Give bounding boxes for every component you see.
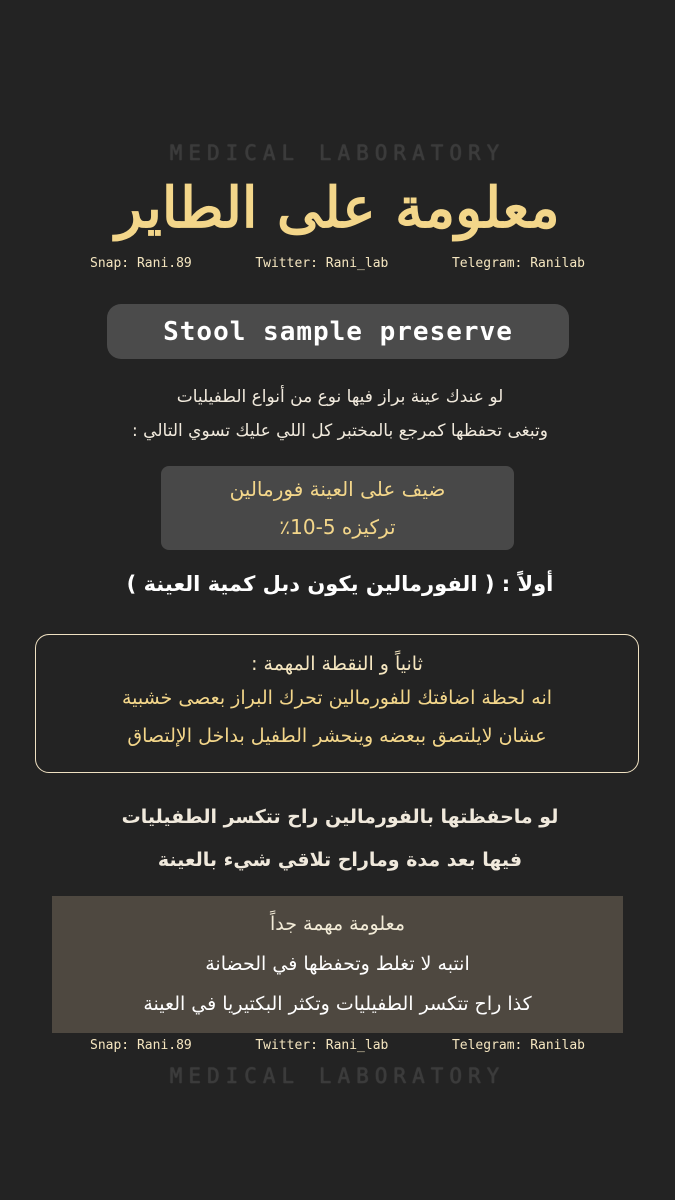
telegram-handle: Telegram: Ranilab xyxy=(451,1038,585,1053)
consequence-line: فيها بعد مدة وماراح تلاقي شيء بالعينة xyxy=(157,849,523,871)
twitter-handle: Twitter: Rani_lab xyxy=(255,1038,389,1053)
twitter-handle: Twitter: Rani_lab xyxy=(255,256,389,271)
telegram-handle: Telegram: Ranilab xyxy=(451,256,585,271)
topic-title-pill: Stool sample preserve xyxy=(107,304,569,359)
important-line: كذا راح تتكسر الطفيليات وتكثر البكتيريا في العينة xyxy=(143,993,532,1015)
second-point-heading: ثانياً و النقطة المهمة : xyxy=(251,653,423,675)
intro-text xyxy=(40,380,640,448)
intro-line: وتبغى تحفظها كمرجع بالمختبر كل اللي عليك تسوي التالي : xyxy=(132,421,548,441)
social-handles-top xyxy=(90,256,585,271)
first-point: أولاً : ( الفورمالين يكون دبل كمية العينة ) xyxy=(126,572,554,596)
second-point-line: انه لحظة اضافتك للفورمالين تحرك البراز بعصى خشبية xyxy=(121,687,553,709)
consequence-line: لو ماحفظتها بالفورمالين راح تتكسر الطفيليات xyxy=(121,806,559,828)
important-info-box xyxy=(52,896,623,1033)
page-title: معلومة على الطاير xyxy=(115,175,560,241)
important-heading: معلومة مهمة جداً xyxy=(270,913,405,935)
formalin-concentration: تركيزه 5-10٪ xyxy=(279,515,396,539)
intro-line: لو عندك عينة براز فيها نوع من أنواع الطفيليات xyxy=(176,387,504,407)
important-line: انتبه لا تغلط وتحفظها في الحضانة xyxy=(205,953,470,975)
social-handles-bottom xyxy=(90,1038,585,1053)
second-point-box xyxy=(35,634,639,773)
formalin-instruction-box xyxy=(161,466,514,550)
second-point-line: عشان لايلتصق ببعضه وينحشر الطفيل بداخل الإلتصاق xyxy=(127,725,547,747)
brand-watermark-top: MEDICAL LABORATORY xyxy=(169,141,506,165)
snap-handle: Snap: Rani.89 xyxy=(90,1038,192,1053)
snap-handle: Snap: Rani.89 xyxy=(90,256,192,271)
brand-watermark-bottom: MEDICAL LABORATORY xyxy=(169,1064,506,1088)
formalin-line: ضيف على العينة فورمالين xyxy=(229,477,446,501)
consequence-text xyxy=(40,796,640,882)
